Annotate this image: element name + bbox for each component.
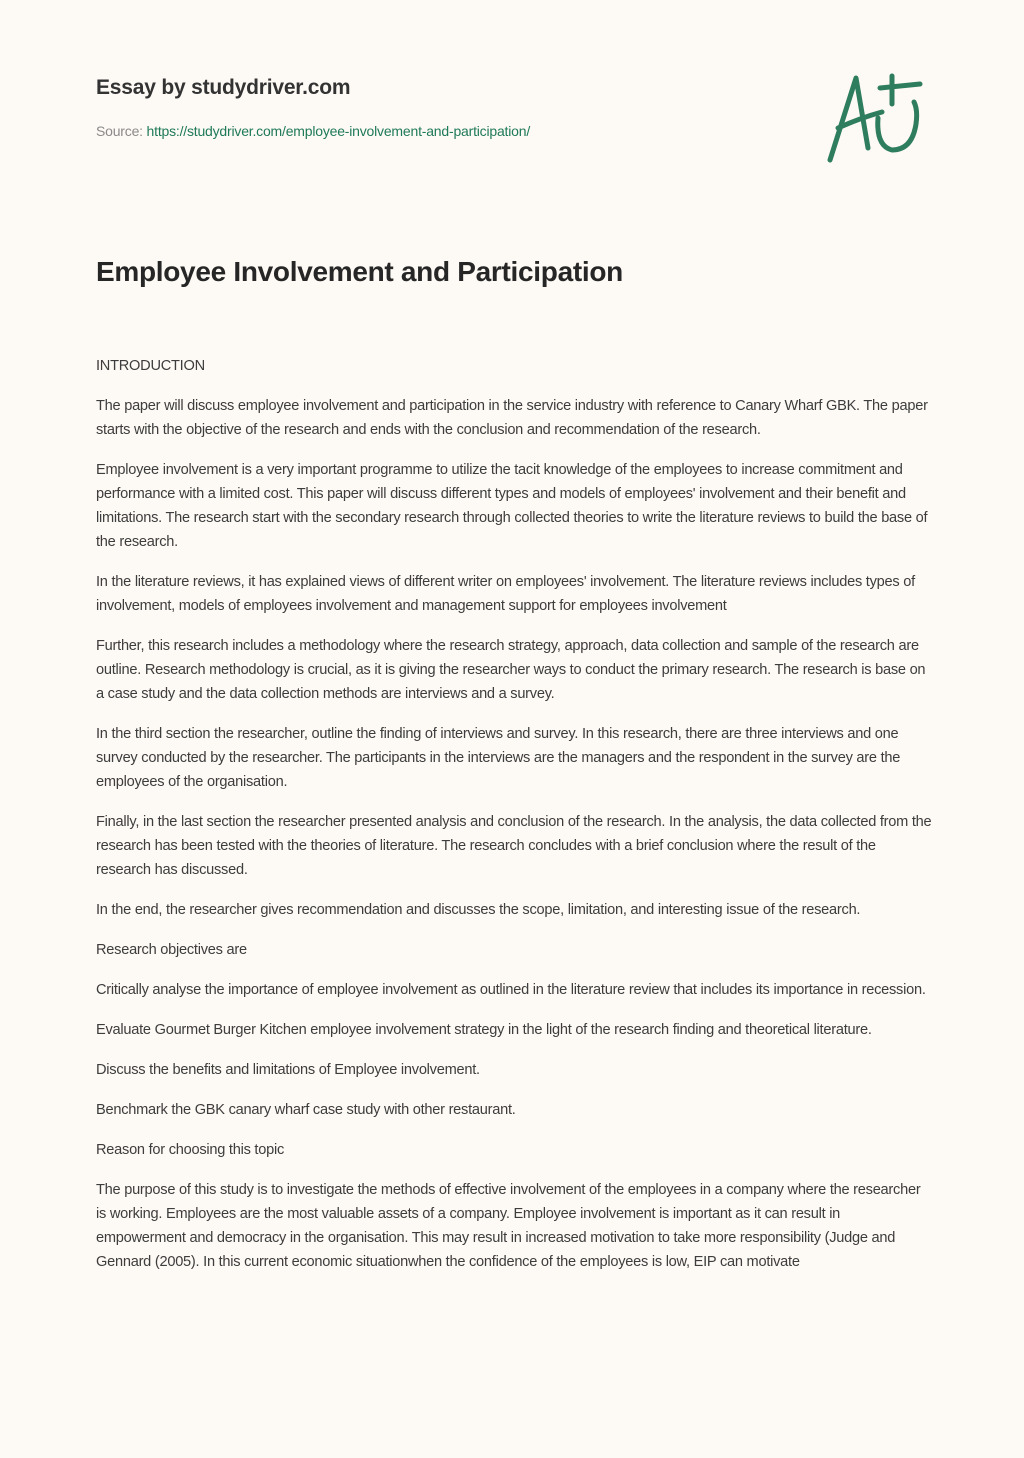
- page-title: Employee Involvement and Participation: [96, 256, 623, 287]
- source-line: [96, 123, 530, 139]
- source-label: Source:: [96, 123, 147, 139]
- source-link[interactable]: https://studydriver.com/employee-involvement-and-participation/: [146, 123, 531, 139]
- section-heading: Research objectives are: [96, 942, 247, 958]
- paragraph: In the end, the researcher gives recommendation and discusses the scope, limitation, and interesting issue of the research.: [96, 902, 861, 918]
- a-plus-logo-icon: [820, 68, 930, 168]
- section-heading: INTRODUCTION: [96, 358, 205, 374]
- paragraph: The purpose of this study is to investigate the methods of effective involvement of the employees in a company where the researcher is working. Employees are the most valuable assets of a company. Employee involvement is important as it can result in empowerment and democracy in the organisation. This may result in increased motivation to take more responsibility (Judge and Gennard (2005). In this current economic situationwhen the confidence of the employees is low, EIP can motivate: [96, 1182, 921, 1270]
- paragraph: Employee involvement is a very important programme to utilize the tacit knowledge of the employees to increase commitment and performance with a limited cost. This paper will discuss different types and models of employees' involvement and their benefit and limitations. The research start with the secondary research through collected theories to write the literature reviews to build the base of the research.: [96, 462, 928, 550]
- objective-item: Discuss the benefits and limitations of Employee involvement.: [96, 1062, 480, 1078]
- objective-item: Critically analyse the importance of employee involvement as outlined in the literature review that includes its importance in recession.: [96, 982, 926, 998]
- section-heading: Reason for choosing this topic: [96, 1142, 285, 1158]
- site-header-title: Essay by studydriver.com: [96, 76, 351, 99]
- a-plus-logo: [820, 68, 930, 168]
- objective-item: Evaluate Gourmet Burger Kitchen employee involvement strategy in the light of the research finding and theoretical literature.: [96, 1022, 872, 1038]
- paragraph: The paper will discuss employee involvement and participation in the service industry with reference to Canary Wharf GBK. The paper starts with the objective of the research and ends with the conclusion and recommendation of the research.: [96, 398, 928, 438]
- paragraph: Finally, in the last section the researcher presented analysis and conclusion of the research. In the analysis, the data collected from the research has been tested with the theories of literature. The research concludes with a brief conclusion where the result of the research has discussed.: [96, 814, 932, 878]
- objective-item: Benchmark the GBK canary wharf case study with other restaurant.: [96, 1102, 516, 1118]
- paragraph: In the literature reviews, it has explained views of different writer on employees' involvement. The literature reviews includes types of involvement, models of employees involvement and management support for employees involvement: [96, 574, 915, 614]
- paragraph: Further, this research includes a methodology where the research strategy, approach, data collection and sample of the research are outline. Research methodology is crucial, as it is giving the researcher ways to conduct the primary research. The research is base on a case study and the data collection methods are interviews and a survey.: [96, 638, 926, 702]
- paragraph: In the third section the researcher, outline the finding of interviews and survey. In this research, there are three interviews and one survey conducted by the researcher. The participants in the interviews are the managers and the respondent in the survey are the employees of the organisation.: [96, 726, 901, 790]
- essay-body: [96, 354, 932, 1290]
